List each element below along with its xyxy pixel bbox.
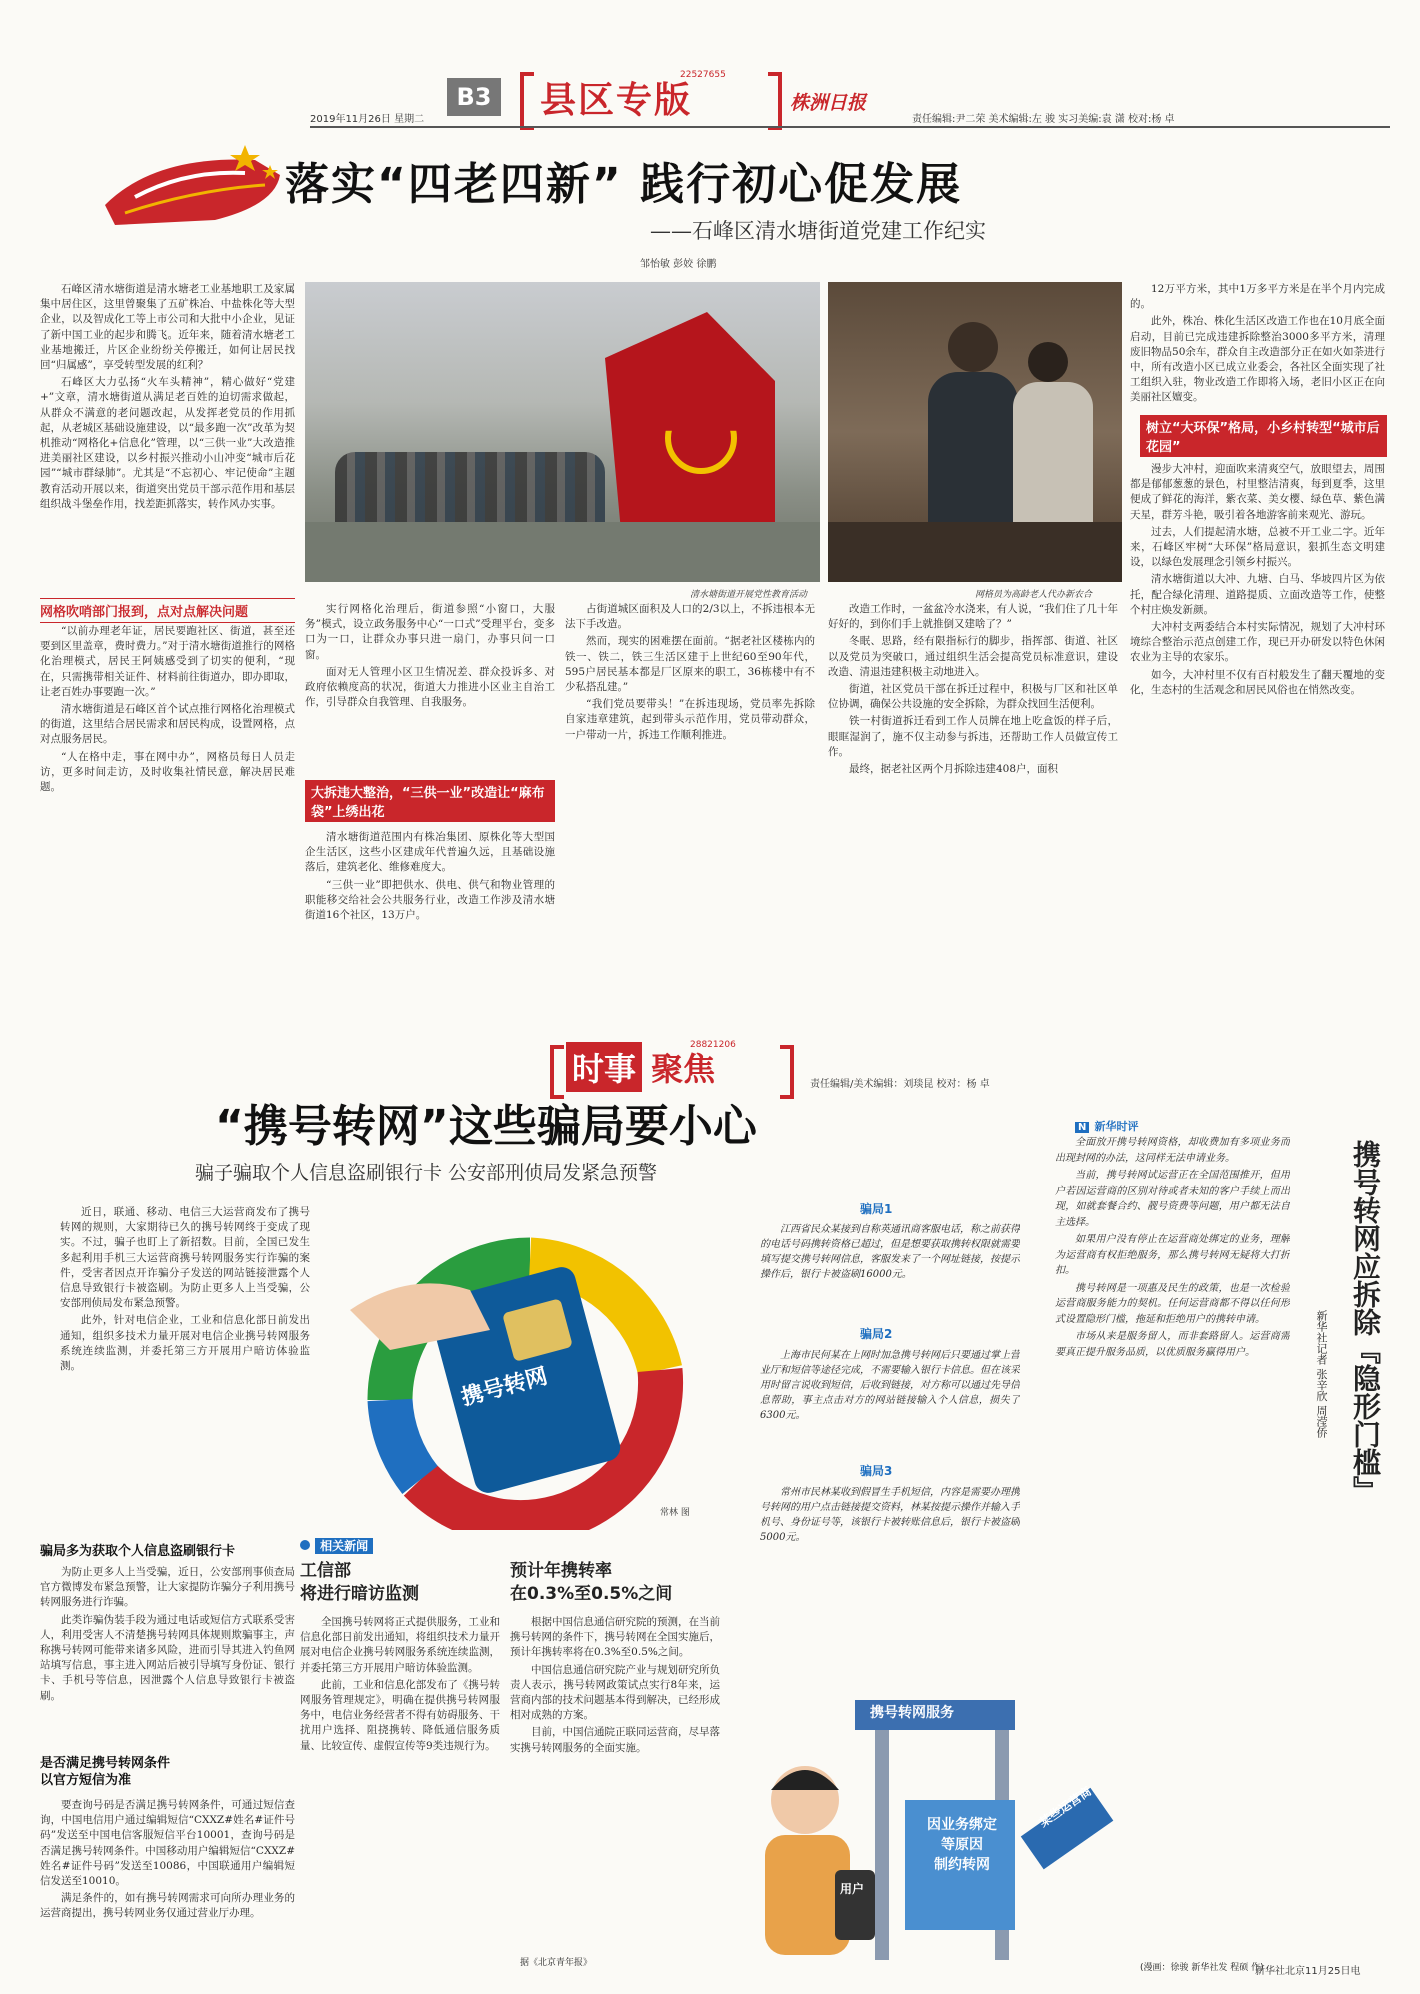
section-bracket-left	[520, 72, 534, 130]
related-news-label: 相关新闻	[315, 1538, 373, 1554]
news-section-phone: 28821206	[690, 1040, 736, 1050]
paragraph: 要查询号码是否满足携号转网条件，可通过短信查询，中国电信用户通过编辑短信“CXXZ#姓名#证件号码”发送至中国电信客服短信平台10001，查询号码是否满足携号转网条件。中国移动用户编辑短信“CXXZ#姓名#证件号码”发送至10086，中国联通用户编辑短信发送至10010。	[40, 1799, 295, 1888]
sim-card-label: 携号转网	[458, 1363, 551, 1411]
paragraph: “人在格中走，事在网中办”，网格员每日人员走访，更多时间走访，及时收集社情民意，解决居民难题。	[40, 750, 295, 794]
scam-2-label: 骗局2	[860, 1327, 893, 1341]
lead-col-4	[828, 602, 1118, 1034]
lead-subhead-2: 大拆违大整治，“三供一业”改造让“麻布袋”上绣出花	[305, 780, 555, 822]
paragraph: 为防止更多人上当受骗，近日，公安部刑事侦查局官方微博发布紧急预警，让大家提防诈骗分子利用携号转网服务进行诈骗。	[40, 1566, 295, 1609]
paragraph: “我们党员要带头！”在拆违现场，党员率先拆除自家违章建筑，起到带头示范作用，党员带动群众，一户带动一片，拆违工作顺利推进。	[565, 698, 815, 741]
lead-title: 落实“四老四新” 践行初心促发展	[285, 159, 963, 210]
paragraph: 面对无人管理小区卫生情况差、群众投诉多、对政府依赖度高的状况，街道大力推进小区业主自治工作，引导群众自我管理、自我服务。	[305, 665, 555, 709]
lead-col-2b	[305, 830, 555, 1035]
news-subhead-b: 是否满足携号转网条件 以官方短信为准	[40, 1756, 171, 1788]
section-title: 县区专版	[540, 80, 693, 121]
related-1-text	[300, 1615, 500, 1960]
related-2-title: 预计年携转率 在0.3%至0.5%之间	[510, 1561, 673, 1604]
paragraph: 街道，社区党员干部在拆迁过程中，积极与厂区和社区单位协调，确保公共设施的安全拆除，为群众找回生活便利。	[828, 683, 1118, 711]
paragraph: 中国信息通信研究院产业与规划研究所负责人表示，携号转网政策试点实行8年来，运营商内部的技术问题基本得到解决，已经形成相对成熟的方案。	[510, 1663, 720, 1722]
photo-party-education	[305, 282, 820, 582]
news-subhead-a: 骗局多为获取个人信息盗刷银行卡	[40, 1544, 236, 1559]
page-number-box	[447, 78, 501, 116]
lead-col-5b	[1130, 462, 1385, 1034]
commentary-byline: 新华社记者 张辛欣 周滢侨	[1315, 1310, 1328, 1438]
scam-1-label: 骗局1	[860, 1202, 893, 1216]
gate-operator-label: 某些运营商	[1036, 1783, 1094, 1830]
related-1-title: 工信部 将进行暗访监测	[300, 1561, 419, 1604]
section-phone: 22527655	[680, 70, 726, 80]
news-section-editors: 责任编辑/美术编辑：刘琰昆 校对：杨 卓	[810, 1079, 990, 1090]
paragraph: 当前，携号转网试运营正在全国范围推开，但用户若因运营商的区别对待或者未知的客户手续上而出现，如就套餐合约、靓号资费等问题，用户都无法自主选择。	[1055, 1170, 1290, 1228]
scam-2-text: 上海市民何某在上网时加急携号转网后只要通过掌上营业厅和短信等途径完成，不需要输入银行卡信息。但在该采用时留言说收到短信，后收到链接，对方称可以通过先导信息帮助，事主点击对方的网站链接输入个人信息，损失了6300元。	[760, 1350, 1020, 1421]
paragraph: 根据中国信息通信研究院的预测，在当前携号转网的条件下，携号转网在全国实施后，预计年携转率将在0.3%至0.5%之间。	[510, 1616, 720, 1659]
related-2-text	[510, 1615, 720, 1945]
lead-col-5	[1130, 282, 1385, 412]
editors-line: 责任编辑:尹二荣 美术编辑:左 骏 实习美编:袁 潇 校对:杨 卓	[912, 114, 1175, 125]
paragraph: 携号转网是一项惠及民生的政策，也是一次检验运营商服务能力的契机。任何运营商都不得以任何形式设置隐形门槛，拖延和拒绝用户的携转申请。	[1055, 1282, 1290, 1325]
lead-col-1	[40, 282, 295, 592]
news-col-b	[40, 1798, 295, 1983]
lead-byline: 邹怡敏 彭姣 徐鹏	[640, 259, 717, 270]
paragraph: 近日，联通、移动、电信三大运营商发布了携号转网的规则，大家期待已久的携号转网终于变成了现实。不过，骗子也盯上了新招数。目前，全国已发生多起利用手机三大运营商携号转网服务实行诈骗的案件，受害者因点开诈骗分子发送的网站链接泄露个人信息导致银行卡被盗刷。为防止更多人上当受骗，公安部刑侦局发布紧急预警。	[60, 1206, 310, 1310]
related-news-tag	[300, 1535, 373, 1554]
scam-1-text: 江西省民众某接到自称英通讯商客服电话，称之前获得的电话号码携转资格已超过，但是想要获取携转权限就需要填写提交携号转网信息，客服发来了一个网址链接，按提示操作后，银行卡被盗刷16000元。	[760, 1224, 1020, 1280]
commentary-n-icon: N	[1075, 1122, 1089, 1133]
paragraph: 如今，大冲村里不仅有百村般发生了翻天覆地的变化，生态村的生活观念和居民风俗也在悄然改变。	[1130, 668, 1385, 696]
paragraph: 冬眠、思路，经有限指标行的脚步，指挥部、街道、社区以及党员为突破口，通过组织生活会提高党员标准意识，建设改造、清退违建积极主动地进入。	[828, 635, 1118, 678]
masthead	[0, 0, 1420, 130]
paragraph: 铁一村街道拆迁看到工作人员牌在地上吃盒饭的样子后，眼眶湿润了，施不仅主动参与拆违，还帮助工作人员做宣传工作。	[828, 715, 1118, 758]
lead-col-2	[305, 602, 555, 772]
paragraph: 然而，现实的困难摆在面前。“据老社区楼栋内的铁一、铁二，铁三生活区建于上世纪60至90年代，595户居民基本都是厂区原来的职工，36栋楼中有不少私搭乱建。”	[565, 635, 815, 694]
paragraph: 清水塘街道范围内有株冶集团、原株化等大型国企生活区，这些小区建成年代普遍久远，且基础设施落后，建筑老化、维修难度大。	[305, 831, 555, 874]
paragraph: “三供一业”即把供水、供电、供气和物业管理的职能移交给社会公共服务行业，改造工作涉及清水塘街道16个社区，13万户。	[305, 878, 555, 922]
photo-party-education-caption: 清水塘街道开展党性教育活动	[690, 590, 808, 600]
paragraph: 实行网格化治理后，街道参照“小窗口，大服务”模式，设立政务服务中心“一口式”受理平台，变多口为一口，让群众办事只进一扇门，办事只问一口窗。	[305, 603, 555, 661]
commentary-title: 携号转网应拆除『隐形门槛』	[1349, 1140, 1382, 1504]
sim-card-credit: 常林 图	[660, 1508, 690, 1518]
news-main-title: “携号转网”这些骗局要小心	[215, 1101, 757, 1152]
paragraph: 漫步大冲村，迎面吹来清爽空气，放眼望去，周围都是郁郁葱葱的景色，村里整洁清爽，每到夏季，这里便成了鲜花的海洋，紫衣菜、美女樱、绿色草、紫色满天星，群芳斗艳，吸引着各地游客前来观光、游玩。	[1130, 463, 1385, 521]
related-news-icon	[300, 1540, 310, 1550]
news-section-name2: 聚焦	[651, 1050, 716, 1088]
lead-col-1b	[40, 624, 295, 1034]
commentary-tag-label: 新华时评	[1094, 1120, 1139, 1133]
paragraph: 此外，株冶、株化生活区改造工作也在10月底全面启动，目前已完成违建拆除整治3000多平方米，清理废旧物品50余车，群众自主改造部分正在如火如荼进行中，所有改造小区已成立业委会，各社区全面实现了社工组织入驻，物业改造工作即将入场，老旧小区正在向美丽社区嬗变。	[1130, 315, 1385, 404]
scams-column	[710, 1200, 1040, 1720]
gate-sign: 携号转网服务	[870, 1705, 954, 1721]
paragraph: 石峰区清水塘街道是清水塘老工业基地职工及家属集中居住区，这里曾聚集了五矿株冶、中盐株化等大型企业，以及智成化工等上市公司和大批中小企业，见证了新中国工业的起步和腾飞。近年来，随着清水塘老工业基地搬迁，片区企业纷纷关停搬迁，如何让居民找回“归属感”，享受转型发展的红利？	[40, 283, 295, 372]
paragraph: 此前，工业和信息化部发布了《携号转网服务管理规定》，明确在提供携号转网服务中，电信业务经营者不得有妨碍服务、干扰用户选择、阻挠携转、降低通信服务质量、比较宣传、虚假宣传等9类违规行为。	[300, 1678, 500, 1752]
scam-3-label: 骗局3	[860, 1464, 893, 1478]
paragraph: 过去，人们提起清水塘，总被不开工业二字。近年来，石峰区牢树“大环保”格局意识，狠抓生态文明建设，以绿色发展理念引领乡村振兴。	[1130, 525, 1385, 569]
gate-cartoon-credit: (漫画：徐骏 新华社发 程硕 作)	[1140, 1963, 1264, 1973]
paragraph: 满足条件的，如有携号转网需求可向所办理业务的运营商提出，携号转网业务仅通过营业厅办理。	[40, 1892, 295, 1920]
paragraph: 清水塘街道以大冲、九塘、白马、华坡四片区为依托，配合绿化清理、道路提质、立面改造等工作，使整个村庄焕发新颜。	[1130, 573, 1385, 616]
news-section-name: 时事	[566, 1042, 642, 1092]
photo-grid-worker-caption: 网格员为高龄老人代办新农合	[975, 590, 1093, 600]
paragraph: 占街道城区面积及人口的2/3以上，不拆违根本无法下手改造。	[565, 603, 815, 631]
paragraph: 12万平方米，其中1万多平方米是在半个月内完成的。	[1130, 283, 1385, 311]
related-source: 据《北京青年报》	[520, 1958, 593, 1968]
news-col-a	[40, 1565, 295, 1750]
news-intro	[60, 1205, 310, 1535]
lead-subhead-3: 树立“大环保”格局，小乡村转型“城市后花园”	[1140, 415, 1387, 457]
section-bracket-right	[768, 72, 782, 130]
commentary-tag	[1075, 1115, 1138, 1134]
paragraph: 石峰区大力弘扬“火车头精神”，精心做好“党建+”文章，清水塘街道从满足老百姓的迫切需求做起，从群众不满意的老问题改起，从发挥老党员的作用抓起，从老城区基础设施建设，以“最多跑一次”改革为契机推动“网格化+信息化”管理，以“三供一业”大改造推进美丽社区建设，以乡村振兴推动小山冲变“城市后花园”“城市群绿肺”。尤其是“不忘初心、牢记使命”主题教育活动开展以来，街道突出党员干部示范作用和基层组织战斗堡垒作用，找差距抓落实，转作风办实事。	[40, 376, 295, 510]
paper-name: 株洲日报	[790, 92, 867, 114]
page-number: B3	[456, 83, 492, 111]
paragraph: 最终，据老社区两个月拆除违建408户，面积	[849, 763, 1059, 776]
photo-grid-worker	[828, 282, 1122, 582]
paragraph: 改造工作时，一盆盆冷水浇来，有人说，“我们住了几十年好好的，到你们手上就推倒又建啥了？”	[828, 603, 1118, 631]
gate-door-text: 因业务绑定 等原因 制约转网	[927, 1817, 997, 1873]
paragraph: 如果用户没有停止在运营商处绑定的业务，理解为运营商有权拒绝服务，那么携号转网无疑将大打折扣。	[1055, 1234, 1290, 1276]
date-line: 2019年11月26日 星期二	[310, 114, 425, 125]
commentary-body	[1055, 1135, 1290, 1955]
paragraph: 此外，针对电信企业，工业和信息化部日前发出通知，组织多技术力量开展对电信企业携号转网服务系统连续监测，并委托第三方开展用户暗访体验监测。	[60, 1314, 310, 1373]
train-logo-icon	[95, 135, 295, 245]
paragraph: 此类诈骗伪装手段为通过电话或短信方式联系受害人，利用受害人不清楚携号转网具体规则欺骗事主，声称携号转网可能带来诸多风险，进而引导其进入钓鱼网站填写信息，事主进入网站后被引导填写身份证、银行卡、手机号等信息，因泄露个人信息导致银行卡被盗刷。	[40, 1613, 295, 1702]
lead-subtitle: ——石峰区清水塘街道党建工作纪实	[650, 219, 986, 243]
sim-card-illustration	[330, 1200, 700, 1530]
paragraph: 全面放开携号转网资格，却收费加有多项业务而出现封网的办法，这同样无法申请业务。	[1055, 1137, 1290, 1164]
masthead-rule	[310, 126, 1390, 128]
gate-user-label: 用户	[840, 1882, 865, 1896]
paragraph: 目前，中国信通院正联同运营商，尽早落实携号转网服务的全面实施。	[510, 1726, 720, 1754]
scam-3-text: 常州市民林某收到假冒生手机短信，内容是需要办理携号转网的用户点击链接提交资料，林某按提示操作并输入手机号、身份证号等，该银行卡被转账信息后，银行卡被盗刷5000元。	[760, 1487, 1020, 1543]
paragraph: 市场从来是服务留人，而非套路留人。运营商需要真正提升服务品质，以优质服务赢得用户。	[1055, 1331, 1290, 1358]
paragraph: “以前办理老年证，居民要跑社区、街道，甚至还要到区里盖章，费时费力。”对于清水塘街道推行的网格化治理模式，居民王阿姨感受到了切实的便利，“现在，只需携带相关证件、材料前往街道办，即办即取，让老百姓办事要跑一次。”	[40, 625, 295, 698]
paragraph: 清水塘街道是石峰区首个试点推行网格化治理模式的街道，这里结合居民需求和居民构成，设置网格，点对点服务居民。	[40, 703, 295, 746]
paragraph: 大冲村支两委结合本村实际情况，规划了大冲村环境综合整治示范点创建工作，现已开办研发以特色休闲农业为主导的农家乐。	[1130, 621, 1385, 664]
lead-subhead-1: 网格吹哨部门报到，点对点解决问题	[40, 598, 295, 623]
lead-col-3	[565, 602, 815, 1034]
commentary-dateline: 新华社北京11月25日电	[1255, 1966, 1361, 1977]
paragraph: 全国携号转网将正式提供服务，工业和信息化部日前发出通知，将组织技术力量开展对电信企业携号转网服务系统连续监测，并委托第三方开展用户暗访体验监测。	[300, 1616, 500, 1674]
news-main-subtitle: 骗子骗取个人信息盗刷银行卡 公安部刑侦局发紧急预警	[195, 1162, 658, 1184]
